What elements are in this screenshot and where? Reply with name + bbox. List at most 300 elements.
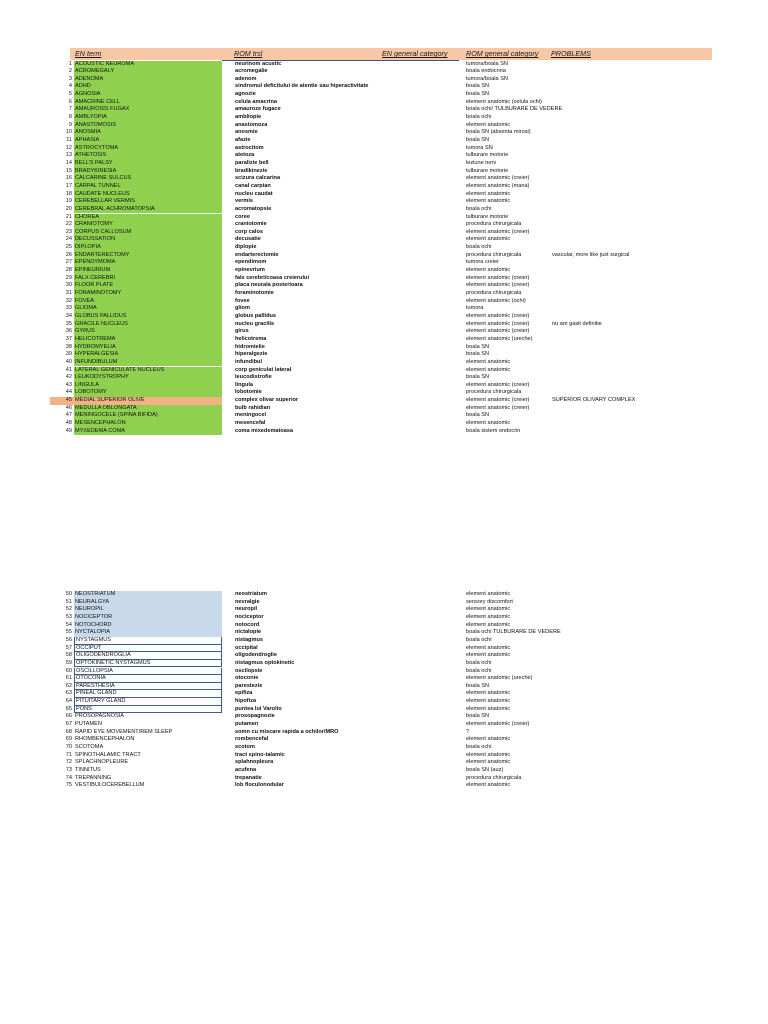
en-term-cell[interactable]: PITUITARY GLAND	[74, 698, 222, 706]
rom-translation-cell[interactable]: mesencefal	[235, 420, 266, 427]
rom-translation-cell[interactable]: atetoza	[235, 152, 255, 159]
en-term-cell[interactable]: NEUROPIL	[74, 606, 222, 614]
rom-category-cell[interactable]: element anatomic	[466, 236, 511, 243]
rom-translation-cell[interactable]: nociceptor	[235, 613, 264, 620]
table-row[interactable]	[0, 114, 768, 122]
rom-translation-cell[interactable]: puntea lui Varolio	[235, 705, 282, 712]
rom-translation-cell[interactable]: foraminotomie	[235, 290, 274, 296]
table-row[interactable]	[0, 675, 768, 683]
rom-translation-cell[interactable]: acromegalie	[235, 68, 268, 75]
row-number[interactable]: 22	[65, 221, 72, 228]
problems-cell[interactable]: nu am gasit definitie	[552, 320, 602, 327]
rom-category-cell[interactable]: element anatomic	[466, 366, 511, 373]
table-row[interactable]	[0, 606, 768, 614]
rom-translation-cell[interactable]: somn cu miscare rapida a ochilor/MRO	[235, 728, 339, 735]
rom-translation-cell[interactable]: bradikinezie	[235, 167, 268, 174]
rom-translation-cell[interactable]: placa neurala posterioara	[235, 282, 303, 289]
rom-category-cell[interactable]: element anatomic	[466, 613, 511, 620]
row-number[interactable]: 45	[65, 397, 72, 404]
en-term-cell[interactable]: OCCIPUT	[74, 645, 222, 653]
row-number[interactable]: 23	[65, 228, 72, 235]
en-term-cell[interactable]: OSCILLOPSIA	[74, 668, 222, 676]
en-term-cell[interactable]: ANASTOMOSIS	[74, 122, 222, 130]
row-number[interactable]: 53	[65, 613, 72, 620]
rom-translation-cell[interactable]: rombencefal	[235, 736, 269, 743]
row-number[interactable]: 28	[65, 267, 72, 274]
row-number[interactable]: 69	[65, 736, 72, 743]
en-term-cell[interactable]: PONS	[74, 706, 222, 714]
rom-translation-cell[interactable]: parestezie	[235, 682, 263, 689]
rom-translation-cell[interactable]: lobotomie	[235, 389, 262, 396]
rom-translation-cell[interactable]: scotom	[235, 744, 255, 750]
row-number[interactable]: 70	[65, 744, 72, 750]
en-term-cell[interactable]: ADHD	[74, 83, 222, 91]
rom-category-cell[interactable]: element anatomic	[466, 751, 511, 758]
row-number[interactable]: 1	[68, 60, 72, 67]
en-term-cell[interactable]: DECUSSATION	[74, 236, 222, 244]
rom-category-cell[interactable]: boala endocrina	[466, 68, 506, 75]
row-number[interactable]: 54	[65, 621, 72, 628]
en-term-cell[interactable]: AMBLYOPIA	[74, 114, 222, 122]
en-term-cell[interactable]: ACOUSTIC NEUROMA	[74, 61, 222, 69]
table-row[interactable]	[0, 198, 768, 206]
rom-category-cell[interactable]: element anatomic (mana)	[466, 182, 530, 189]
table-row[interactable]	[0, 91, 768, 99]
rom-translation-cell[interactable]: coree	[235, 213, 250, 220]
rom-translation-cell[interactable]: leucodistrofie	[235, 374, 272, 381]
table-row[interactable]	[0, 313, 768, 321]
en-term-cell[interactable]: LATERAL GENICULATE NUCLEUS	[74, 367, 222, 375]
rom-translation-cell[interactable]: oscilopsie	[235, 667, 263, 674]
rom-category-cell[interactable]: element anatomic	[466, 698, 511, 705]
header-en-term[interactable]: EN term	[75, 49, 102, 58]
row-number[interactable]: 20	[65, 205, 72, 212]
rom-translation-cell[interactable]: corp calos	[235, 228, 263, 235]
table-row[interactable]	[0, 305, 768, 313]
table-row[interactable]	[0, 298, 768, 306]
rom-category-cell[interactable]: boala sistem endocrin	[466, 427, 521, 434]
en-term-cell[interactable]: GYRUS	[74, 328, 222, 336]
rom-translation-cell[interactable]: paralizie bell	[235, 159, 269, 166]
en-term-cell[interactable]: APHASIA	[74, 137, 222, 145]
rom-translation-cell[interactable]: neurinom acustic	[235, 60, 282, 67]
row-number[interactable]: 3	[68, 75, 72, 82]
table-row[interactable]	[0, 405, 768, 413]
rom-category-cell[interactable]: boala SN	[466, 343, 490, 350]
table-row[interactable]	[0, 706, 768, 714]
en-term-cell[interactable]: CALCARINE SULCUS	[74, 175, 222, 183]
rom-category-cell[interactable]: element anatomic (celula ochi)	[466, 98, 542, 105]
rom-translation-cell[interactable]: acromatopsie	[235, 205, 272, 212]
rom-category-cell[interactable]: ?	[466, 728, 470, 735]
rom-translation-cell[interactable]: epinevrium	[235, 267, 265, 274]
en-term-cell[interactable]: CARPAL TUNNEL	[74, 183, 222, 191]
en-term-cell[interactable]: FORAMINOTOMY	[74, 290, 222, 298]
en-term-cell[interactable]: NOTOCHORD	[74, 622, 222, 630]
en-term-cell[interactable]: HYDROMYELIA	[74, 344, 222, 352]
table-row[interactable]	[0, 645, 768, 653]
table-row[interactable]	[0, 83, 768, 91]
en-term-cell[interactable]: LOBOTOMY	[74, 389, 222, 397]
rom-translation-cell[interactable]: nistagmus optokinetic	[235, 659, 295, 666]
rom-translation-cell[interactable]: sindromul deficitului de atentie sau hiperactivitate	[235, 83, 369, 90]
rom-translation-cell[interactable]: adenom	[235, 75, 257, 82]
row-number[interactable]: 19	[65, 198, 72, 205]
table-row[interactable]	[0, 668, 768, 676]
rom-category-cell[interactable]: element anatomic (creier)	[466, 282, 530, 289]
en-term-cell[interactable]: MENINGOCELE (SPINA BIFIDA)	[74, 412, 222, 420]
table-row[interactable]	[0, 221, 768, 229]
rom-category-cell[interactable]: procedura chirurgicala	[466, 290, 522, 296]
en-term-cell[interactable]: HYPERALGESIA	[74, 351, 222, 359]
rom-category-cell[interactable]: element anatomic	[466, 705, 511, 712]
rom-category-cell[interactable]: tulburare motorie	[466, 152, 509, 159]
rom-category-cell[interactable]: element anatomic	[466, 198, 511, 205]
en-term-cell[interactable]: FOVEA	[74, 298, 222, 306]
rom-translation-cell[interactable]: agnozie	[235, 91, 256, 98]
rom-translation-cell[interactable]: nevralgie	[235, 598, 260, 605]
rom-translation-cell[interactable]: prosopagnozie	[235, 713, 275, 720]
rom-translation-cell[interactable]: endarterectomie	[235, 251, 279, 258]
table-row[interactable]	[0, 145, 768, 153]
table-row[interactable]	[0, 175, 768, 183]
table-row[interactable]	[0, 236, 768, 244]
en-term-cell[interactable]: GRACILE NUCLEUS	[74, 321, 222, 329]
rom-category-cell[interactable]: element anatomic	[466, 644, 511, 651]
rom-category-cell[interactable]: element anatomic	[466, 621, 511, 628]
rom-translation-cell[interactable]: coma mixedematoasa	[235, 427, 294, 434]
rom-category-cell[interactable]: boala ochi	[466, 114, 492, 121]
table-row[interactable]	[0, 367, 768, 375]
row-number[interactable]: 26	[65, 251, 72, 258]
rom-translation-cell[interactable]: astrocitom	[235, 144, 264, 151]
en-term-cell[interactable]: AMACRINE CELL	[74, 99, 222, 107]
table-row[interactable]	[0, 168, 768, 176]
rom-category-cell[interactable]: element anatomic	[466, 591, 511, 597]
rom-category-cell[interactable]: procedura chirurgicala	[466, 251, 522, 258]
row-number[interactable]: 34	[65, 312, 72, 319]
rom-category-cell[interactable]: procedura chirurgicala	[466, 774, 522, 781]
row-number[interactable]: 7	[68, 106, 72, 113]
rom-category-cell[interactable]: boala SN (auz)	[466, 766, 504, 773]
table-row[interactable]	[0, 206, 768, 214]
table-row[interactable]	[0, 775, 768, 783]
table-row[interactable]	[0, 252, 768, 260]
rom-category-cell[interactable]: element anatomic (ureche)	[466, 335, 533, 342]
rom-translation-cell[interactable]: decusatie	[235, 236, 261, 243]
row-number[interactable]: 65	[65, 705, 72, 712]
rom-category-cell[interactable]: element anatomic (creier)	[466, 397, 530, 404]
rom-category-cell[interactable]: boala SN	[466, 351, 490, 358]
row-number[interactable]: 63	[65, 690, 72, 697]
en-term-cell[interactable]: BRADYKINESIA	[74, 168, 222, 176]
row-number[interactable]: 39	[65, 351, 72, 358]
rom-category-cell[interactable]: element anatomic (creier)	[466, 381, 530, 388]
problems-cell[interactable]: vascular, more like just surgical	[552, 251, 630, 258]
rom-translation-cell[interactable]: vermis	[235, 198, 254, 205]
rom-category-cell[interactable]: element anatomic	[466, 358, 511, 365]
table-row[interactable]	[0, 76, 768, 84]
row-number[interactable]: 46	[65, 404, 72, 411]
en-term-cell[interactable]: TINNITUS	[75, 766, 101, 773]
rom-translation-cell[interactable]: neostriatum	[235, 591, 268, 597]
row-number[interactable]: 32	[65, 297, 72, 304]
rom-category-cell[interactable]: element anatomic (creier)	[466, 274, 530, 281]
en-term-cell[interactable]: ENDARTERECTOMY	[74, 252, 222, 260]
row-number[interactable]: 62	[65, 682, 72, 689]
row-number[interactable]: 42	[65, 374, 72, 381]
rom-translation-cell[interactable]: acufena	[235, 766, 257, 773]
table-row[interactable]	[0, 267, 768, 275]
row-number[interactable]: 5	[68, 91, 72, 98]
row-number[interactable]: 33	[65, 305, 72, 312]
rom-category-cell[interactable]: element anatomic	[466, 267, 511, 274]
row-number[interactable]: 29	[65, 274, 72, 281]
table-row[interactable]	[0, 214, 768, 222]
rom-translation-cell[interactable]: neuropil	[235, 606, 258, 613]
table-row[interactable]	[0, 106, 768, 114]
en-term-cell[interactable]: CEREBELLAR VERMIS	[74, 198, 222, 206]
table-row[interactable]	[0, 397, 768, 405]
row-number[interactable]: 49	[65, 427, 72, 434]
row-number[interactable]: 30	[65, 282, 72, 289]
rom-category-cell[interactable]: boala SN	[466, 682, 490, 689]
header-problems[interactable]: PROBLEMS	[551, 49, 591, 58]
row-number[interactable]: 73	[65, 766, 72, 773]
table-row[interactable]	[0, 61, 768, 69]
rom-category-cell[interactable]: element anatomic	[466, 121, 511, 128]
en-term-cell[interactable]: PROSOPAGNOSIA	[75, 713, 125, 720]
en-term-cell[interactable]: DIPLOPIA	[74, 244, 222, 252]
table-row[interactable]	[0, 729, 768, 737]
row-number[interactable]: 48	[65, 420, 72, 427]
en-term-cell[interactable]: ADENOMA	[74, 76, 222, 84]
rom-category-cell[interactable]: boala SN	[466, 91, 490, 98]
row-number[interactable]: 61	[65, 675, 72, 682]
table-row[interactable]	[0, 183, 768, 191]
rom-category-cell[interactable]: element anatomic	[466, 690, 511, 697]
row-number[interactable]: 52	[65, 606, 72, 613]
rom-translation-cell[interactable]: ambliopie	[235, 114, 262, 121]
rom-category-cell[interactable]: procedura chirurgicala	[466, 389, 522, 396]
en-term-cell[interactable]: OPTOKINETIC NYSTAGMUS	[74, 660, 222, 668]
rom-category-cell[interactable]: tumora/boala SN	[466, 60, 508, 67]
table-row[interactable]	[0, 767, 768, 775]
rom-translation-cell[interactable]: anastomoza	[235, 121, 268, 128]
rom-category-cell[interactable]: boala ochi	[466, 667, 492, 674]
rom-category-cell[interactable]: element anatomic (creier)	[466, 404, 530, 411]
en-term-cell[interactable]: SPINOTHALAMIC TRACT	[75, 751, 141, 758]
en-term-cell[interactable]: GLOBUS PALLIDUS	[74, 313, 222, 321]
rom-translation-cell[interactable]: canal carpian	[235, 182, 271, 189]
table-row[interactable]	[0, 275, 768, 283]
en-term-cell[interactable]: NYSTAGMUS	[74, 637, 222, 645]
rom-translation-cell[interactable]: complex olivar superior	[235, 397, 299, 404]
rom-category-cell[interactable]: leziune nerv	[466, 159, 497, 166]
en-term-cell[interactable]: OLIGODENDROGLIA	[74, 652, 222, 660]
rom-translation-cell[interactable]: bulb rahidian	[235, 404, 271, 411]
table-row[interactable]	[0, 660, 768, 668]
table-row[interactable]	[0, 652, 768, 660]
en-term-cell[interactable]: SPLACHNOPLEURE	[75, 759, 129, 766]
en-term-cell[interactable]: HELICOTREMA	[74, 336, 222, 344]
table-row[interactable]	[0, 428, 768, 436]
rom-translation-cell[interactable]: girus	[235, 328, 249, 335]
row-number[interactable]: 68	[65, 728, 72, 735]
en-term-cell[interactable]: ANOSMIA	[74, 129, 222, 137]
en-term-cell[interactable]: CORPUS CALLOSUM	[74, 229, 222, 237]
rom-category-cell[interactable]: procedura chirurgicala	[466, 221, 522, 228]
table-row[interactable]	[0, 690, 768, 698]
rom-category-cell[interactable]: boala SN (absenta mirosi)	[466, 129, 531, 136]
en-term-cell[interactable]: INFUNDIBULUM	[74, 359, 222, 367]
table-row[interactable]	[0, 160, 768, 168]
rom-category-cell[interactable]: element anatomic	[466, 736, 511, 743]
row-number[interactable]: 72	[65, 759, 72, 766]
rom-category-cell[interactable]: element anatomic (creier)	[466, 312, 530, 319]
en-term-cell[interactable]: PINEAL GLAND	[74, 690, 222, 698]
rom-translation-cell[interactable]: lob floculonodular	[235, 782, 284, 789]
table-row[interactable]	[0, 99, 768, 107]
rom-translation-cell[interactable]: nucleu gracilis	[235, 320, 275, 327]
table-row[interactable]	[0, 351, 768, 359]
rom-category-cell[interactable]: boala SN	[466, 374, 490, 381]
row-number[interactable]: 40	[65, 358, 72, 365]
table-row[interactable]	[0, 622, 768, 630]
row-number[interactable]: 74	[65, 774, 72, 781]
row-number[interactable]: 37	[65, 335, 72, 342]
en-term-cell[interactable]: LEUKODYSTROPHY	[74, 374, 222, 382]
en-term-cell[interactable]: EPINEURIUM	[74, 267, 222, 275]
rom-category-cell[interactable]: tulburare motorie	[466, 213, 509, 220]
en-term-cell[interactable]: ATHETOSIS	[74, 152, 222, 160]
rom-translation-cell[interactable]: otoconie	[235, 675, 259, 682]
rom-translation-cell[interactable]: fovee	[235, 297, 250, 304]
row-number[interactable]: 57	[65, 644, 72, 651]
row-number[interactable]: 38	[65, 343, 72, 350]
row-number[interactable]: 16	[65, 175, 72, 182]
rom-category-cell[interactable]: element anatomic	[466, 652, 511, 659]
en-term-cell[interactable]: PUTAMEN	[75, 721, 102, 728]
rom-category-cell[interactable]: element anatomic	[466, 782, 511, 789]
en-term-cell[interactable]: MYXEDEMA COMA	[74, 428, 222, 436]
row-number[interactable]: 21	[65, 213, 72, 220]
table-row[interactable]	[0, 321, 768, 329]
rom-category-cell[interactable]: sensory discomfort	[466, 598, 513, 605]
rom-category-cell[interactable]: element anatomic (creier)	[466, 228, 530, 235]
en-term-cell[interactable]: VESTIBULOCEREBELLUM	[75, 782, 145, 789]
row-number[interactable]: 58	[65, 652, 72, 659]
table-row[interactable]	[0, 137, 768, 145]
table-row[interactable]	[0, 736, 768, 744]
rom-category-cell[interactable]: element anatomic (ochi)	[466, 297, 526, 304]
table-row[interactable]	[0, 614, 768, 622]
rom-category-cell[interactable]: element anatomic (ureche)	[466, 675, 533, 682]
row-number[interactable]: 43	[65, 381, 72, 388]
table-row[interactable]	[0, 752, 768, 760]
row-number[interactable]: 18	[65, 190, 72, 197]
rom-category-cell[interactable]: boala ochi	[466, 636, 492, 643]
rom-translation-cell[interactable]: tract spino-talamic	[235, 751, 285, 758]
rom-category-cell[interactable]: boala ochi/ TULBURARE DE VEDERE	[466, 106, 563, 113]
rom-translation-cell[interactable]: nictalopie	[235, 629, 262, 636]
row-number[interactable]: 31	[65, 290, 72, 296]
table-row[interactable]	[0, 382, 768, 390]
row-number[interactable]: 55	[65, 629, 72, 636]
en-term-cell[interactable]: CEREBRAL ACHROMATOPSIA	[74, 206, 222, 214]
row-number[interactable]: 12	[65, 144, 72, 151]
row-number[interactable]: 56	[65, 636, 72, 643]
rom-translation-cell[interactable]: scizura calcarina	[235, 175, 281, 182]
row-number[interactable]: 11	[66, 137, 72, 143]
rom-translation-cell[interactable]: ependimom	[235, 259, 267, 266]
table-row[interactable]	[0, 336, 768, 344]
row-number[interactable]: 44	[65, 389, 72, 396]
table-row[interactable]	[0, 721, 768, 729]
en-term-cell[interactable]: AGNOSIA	[74, 91, 222, 99]
table-row[interactable]	[0, 244, 768, 252]
table-row[interactable]	[0, 629, 768, 637]
en-term-cell[interactable]: MEDULLA OBLONGATA	[74, 405, 222, 413]
en-term-cell[interactable]: CAUDATE NUCLEUS	[74, 191, 222, 199]
table-row[interactable]	[0, 713, 768, 721]
problems-cell[interactable]: SUPERIOR OLIVARY COMPLEX	[552, 397, 636, 404]
rom-translation-cell[interactable]: hiperalgezie	[235, 351, 268, 358]
en-term-cell[interactable]: TREPANNING	[75, 774, 112, 781]
row-number[interactable]: 75	[65, 782, 72, 789]
row-number[interactable]: 15	[65, 167, 72, 174]
rom-translation-cell[interactable]: nucleu caudat	[235, 190, 273, 197]
rom-category-cell[interactable]: tumora	[466, 305, 484, 312]
rom-translation-cell[interactable]: occipital	[235, 644, 258, 651]
table-row[interactable]	[0, 683, 768, 691]
table-row[interactable]	[0, 359, 768, 367]
rom-translation-cell[interactable]: diplopie	[235, 244, 257, 251]
rom-category-cell[interactable]: element anatomic	[466, 606, 511, 613]
row-number[interactable]: 60	[65, 667, 72, 674]
rom-translation-cell[interactable]: putamen	[235, 721, 259, 728]
header-rom-trsl[interactable]: ROM trsl	[234, 49, 263, 58]
row-number[interactable]: 51	[65, 598, 72, 605]
rom-translation-cell[interactable]: corp geniculat lateral	[235, 366, 292, 373]
row-number[interactable]: 8	[68, 114, 72, 121]
en-term-cell[interactable]: NEURALGYA	[74, 599, 222, 607]
en-term-cell[interactable]: AMAUROSIS FUGAX	[74, 106, 222, 114]
row-number[interactable]: 27	[65, 259, 72, 266]
table-row[interactable]	[0, 637, 768, 645]
rom-translation-cell[interactable]: gliom	[235, 305, 250, 312]
row-number[interactable]: 66	[65, 713, 72, 720]
en-term-cell[interactable]: MEDIAL SUPERIOR OLIVE	[74, 397, 222, 405]
en-term-cell[interactable]: ASTROCYTOMA	[74, 145, 222, 153]
en-term-cell[interactable]: BELL'S PALSY	[74, 160, 222, 168]
table-row[interactable]	[0, 591, 768, 599]
rom-translation-cell[interactable]: craniotomie	[235, 221, 267, 228]
rom-translation-cell[interactable]: afazie	[235, 137, 251, 143]
rom-translation-cell[interactable]: meningocel	[235, 412, 267, 419]
en-term-cell[interactable]: CHOREA	[74, 214, 222, 222]
rom-category-cell[interactable]: element anatomic (creier)	[466, 721, 530, 728]
header-en-category[interactable]: EN general category	[382, 49, 448, 58]
row-number[interactable]: 14	[65, 159, 72, 166]
en-term-cell[interactable]: CRANIOTOMY	[74, 221, 222, 229]
rom-category-cell[interactable]: element anatomic (creier)	[466, 328, 530, 335]
row-number[interactable]: 13	[65, 152, 72, 159]
en-term-cell[interactable]: FALX CEREBRI	[74, 275, 222, 283]
rom-category-cell[interactable]: boala ochi TULBURARE DE VEDERE	[466, 629, 561, 636]
rom-category-cell[interactable]: element anatomic (creier)	[466, 320, 530, 327]
table-row[interactable]	[0, 152, 768, 160]
